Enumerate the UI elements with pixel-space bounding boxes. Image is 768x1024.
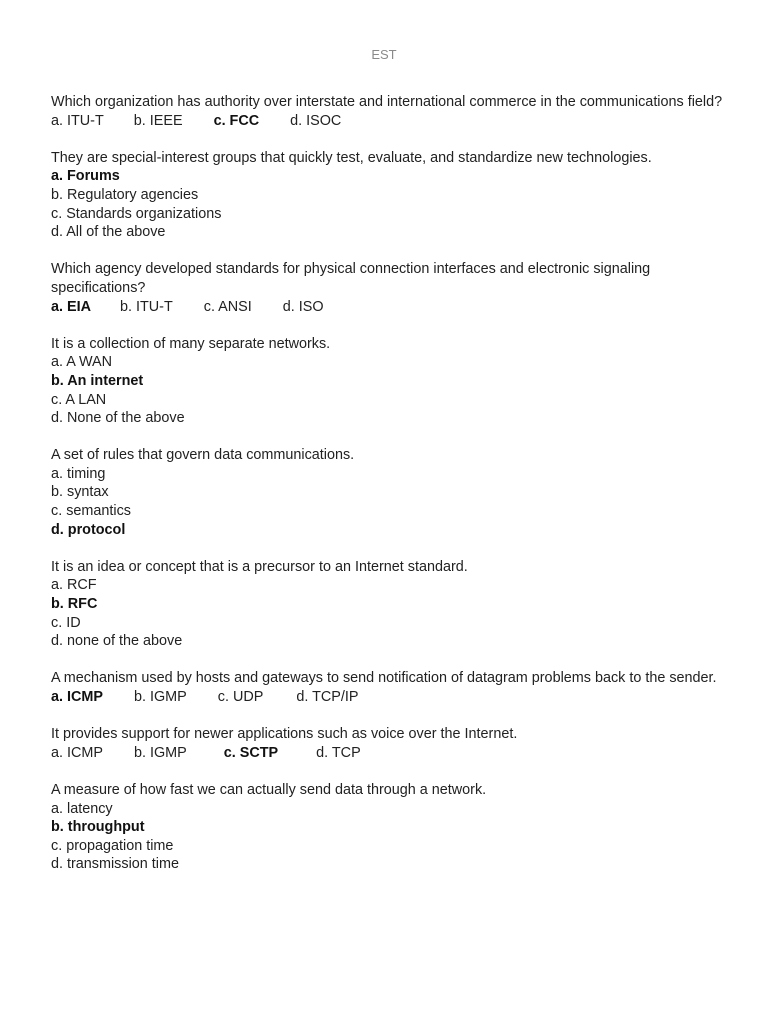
option-5c: c. semantics (51, 503, 131, 520)
question-3-options (51, 298, 731, 317)
option-7c: c. UDP (217, 689, 264, 705)
page-header: EST (371, 47, 397, 62)
question-list (51, 93, 731, 893)
option-6a: a. RCF (51, 577, 97, 594)
option-3a-correct: a. EIA (51, 298, 91, 315)
option-1b: b. IEEE (133, 112, 183, 129)
option-5a: a. timing (51, 465, 106, 482)
option-5b: b. syntax (51, 484, 109, 501)
option-8c-correct: c. SCTP (223, 744, 279, 761)
question-5 (51, 446, 731, 539)
option-7b: b. IGMP (133, 689, 187, 705)
question-6-text: It is an idea or concept that is a precursor to an Internet standard. (51, 558, 468, 575)
option-6c: c. ID (51, 614, 81, 631)
option-9c: c. propagation time (51, 837, 174, 854)
option-3b: b. ITU-T (120, 298, 173, 315)
question-9 (51, 781, 731, 874)
option-6d: d. none of the above (51, 633, 183, 650)
option-4c: c. A LAN (51, 391, 107, 408)
option-1d: d. ISOC (290, 112, 342, 129)
option-9a: a. latency (51, 800, 113, 817)
option-4a: a. A WAN (51, 354, 113, 371)
question-1-text: Which organization has authority over interstate and international commerce in the communications field? (51, 94, 723, 110)
option-4d: d. None of the above (51, 410, 185, 427)
option-8d: d. TCP (316, 744, 361, 761)
question-7-text: A mechanism used by hosts and gateways to send notification of datagram problems back to the sender. (51, 670, 717, 687)
question-7 (51, 669, 731, 706)
option-7d: d. TCP/IP (296, 689, 359, 705)
question-8-text: It provides support for newer applications such as voice over the Internet. (51, 726, 518, 743)
option-1a: a. ITU-T (51, 112, 104, 129)
option-5d-correct: d. protocol (51, 521, 126, 538)
question-2-text: They are special-interest groups that quickly test, evaluate, and standardize new technologies. (51, 149, 652, 166)
option-6b-correct: b. RFC (51, 596, 98, 613)
question-7-options (51, 688, 731, 707)
option-2c: c. Standards organizations (51, 205, 222, 222)
option-2b: b. Regulatory agencies (51, 186, 199, 203)
question-4 (51, 335, 731, 428)
question-4-text: It is a collection of many separate networks. (51, 335, 331, 352)
question-8 (51, 725, 731, 762)
option-9d: d. transmission time (51, 856, 179, 873)
option-3d: d. ISO (282, 298, 324, 315)
question-3 (51, 260, 731, 316)
option-2a-correct: a. Forums (51, 168, 120, 185)
question-8-options (51, 744, 731, 763)
option-8a: a. ICMP (51, 744, 103, 761)
option-1c-correct: c. FCC (213, 112, 260, 129)
option-3c: c. ANSI (203, 298, 252, 315)
option-8b: b. IGMP (133, 744, 187, 761)
question-2 (51, 149, 731, 242)
option-2d: d. All of the above (51, 224, 166, 241)
question-1-options (51, 112, 731, 131)
option-9b-correct: b. throughput (51, 819, 145, 836)
question-6 (51, 558, 731, 651)
question-9-text: A measure of how fast we can actually send data through a network. (51, 781, 487, 798)
question-1 (51, 93, 731, 130)
option-4b-correct: b. An internet (51, 372, 144, 389)
question-3-text: Which agency developed standards for physical connection interfaces and electronic signaling specifications? (51, 261, 651, 296)
option-7a-correct: a. ICMP (51, 689, 103, 705)
question-5-text: A set of rules that govern data communications. (51, 447, 355, 464)
